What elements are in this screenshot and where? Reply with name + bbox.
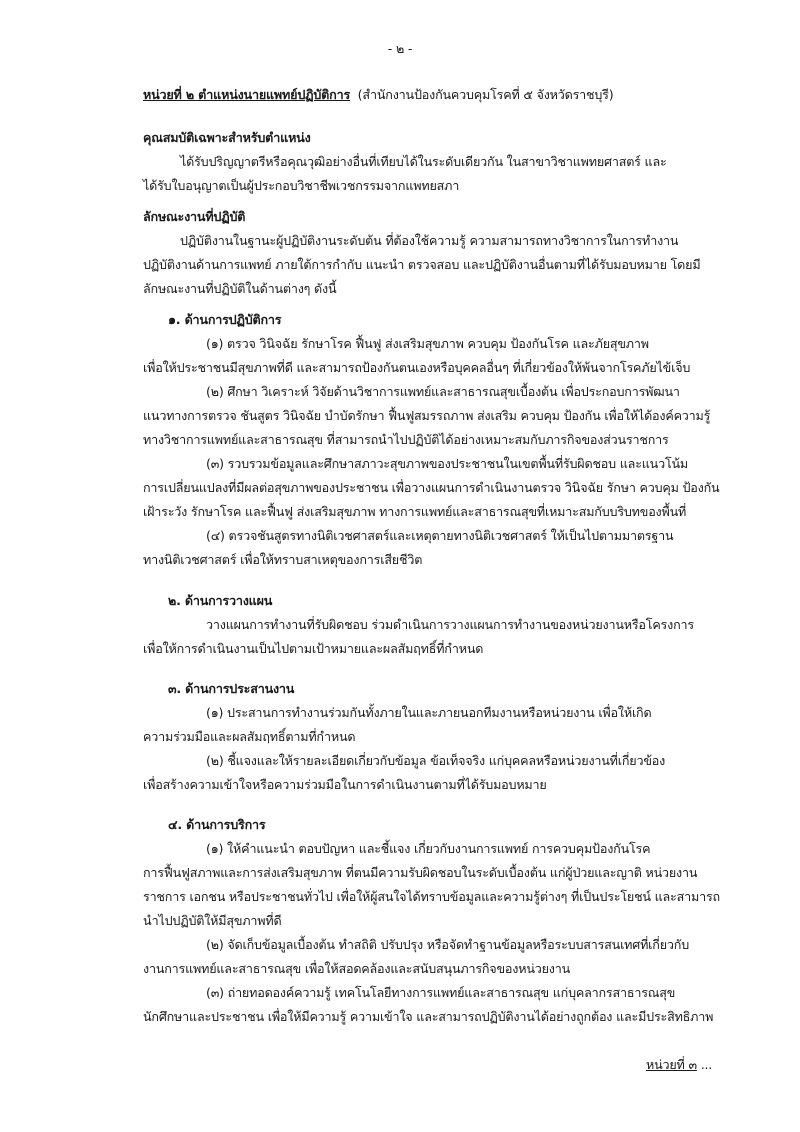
paragraph-line: (๑) ตรวจ วินิจฉัย รักษาโรค ฟื้นฟู ส่งเสริมสุขภาพ ควบคุม ป้องกันโรค และภัยสุขภาพ bbox=[206, 336, 649, 351]
paragraph-line: เฝ้าระวัง รักษาโรค และฟื้นฟู ส่งเสริมสุขภาพ ทางการแพทย์และสาธารณสุขที่เหมาะสมกับบริบทของพื้นที่ bbox=[143, 504, 687, 519]
paragraph-line: วางแผนการทำงานที่รับผิดชอบ ร่วมดำเนินการวางแผนการทำงานของหน่วยงานหรือโครงการ bbox=[206, 617, 694, 632]
next-page-indicator bbox=[646, 1056, 712, 1074]
title-main: หน่วยที่ ๒ ตำแหน่งนายแพทย์ปฏิบัติการ bbox=[143, 87, 351, 102]
paragraph-line: ลักษณะงานที่ปฏิบัติในด้านต่างๆ ดังนี้ bbox=[143, 281, 337, 296]
paragraph-line: (๒) จัดเก็บข้อมูลเบื้องต้น ทำสถิติ ปรับปรุง หรือจัดทำฐานข้อมูลหรือระบบสารสนเทศที่เกี่ยวกับ bbox=[206, 937, 689, 952]
paragraph-line: นำไปปฏิบัติให้มีสุขภาพที่ดี bbox=[143, 913, 282, 928]
paragraph-line: เพื่อให้การดำเนินงานเป็นไปตามเป้าหมายและผลสัมฤทธิ์ที่กำหนด bbox=[143, 641, 484, 656]
paragraph-line: (๑) ให้คำแนะนำ ตอบปัญหา และชี้แจง เกี่ยวกับงานการแพทย์ การควบคุมป้องกันโรค bbox=[206, 841, 651, 856]
paragraph-line: นักศึกษาและประชาชน เพื่อให้มีความรู้ ความเข้าใจ และสามารถปฏิบัติงานได้อย่างถูกต้อง และมีประสิทธิภาพ bbox=[143, 1009, 714, 1024]
paragraph-line: การฟื้นฟูสภาพและการส่งเสริมสุขภาพ ที่ตนมีความรับผิดชอบในระดับเบื้องต้น แก่ผู้ป่วยและญาติ หน่วยงาน bbox=[143, 865, 698, 880]
section-heading-service: ๔. ด้านการบริการ bbox=[168, 817, 266, 832]
paragraph-line: ได้รับปริญญาตรีหรือคุณวุฒิอย่างอื่นที่เทียบได้ในระดับเดียวกัน ในสาขาวิชาแพทยศาสตร์ และ bbox=[180, 154, 667, 169]
paragraph-line: เพื่อสร้างความเข้าใจหรือความร่วมมือในการดำเนินงานตามที่ได้รับมอบหมาย bbox=[143, 777, 547, 792]
paragraph-line: (๓) ถ่ายทอดองค์ความรู้ เทคโนโลยีทางการแพทย์และสาธารณสุข แก่บุคลากรสาธารณสุข bbox=[206, 985, 676, 1000]
paragraph-line: ความร่วมมือและผลสัมฤทธิ์ตามที่กำหนด bbox=[143, 729, 356, 744]
section-heading-planning: ๒. ด้านการวางแผน bbox=[168, 593, 273, 608]
duties-heading: ลักษณะงานที่ปฏิบัติ bbox=[143, 209, 246, 224]
paragraph-line: (๔) ตรวจชันสูตรทางนิติเวชศาสตร์และเหตุตายทางนิติเวชศาสตร์ ให้เป็นไปตามมาตรฐาน bbox=[206, 528, 674, 543]
page-title bbox=[143, 86, 613, 104]
paragraph-line: ได้รับใบอนุญาตเป็นผู้ประกอบวิชาชีพเวชกรรมจากแพทยสภา bbox=[143, 178, 460, 193]
paragraph-line: เพื่อให้ประชาชนมีสุขภาพที่ดี และสามารถป้องกันตนเองหรือบุคคลอื่นๆ ที่เกี่ยวข้องให้พ้นจากโรคภัยไข้เจ็บ bbox=[143, 360, 691, 375]
page-number: - ๒ - bbox=[387, 41, 413, 56]
title-sub: (สำนักงานป้องกันควบคุมโรคที่ ๕ จังหวัดราชบุรี) bbox=[357, 87, 614, 102]
ellipsis: ... bbox=[700, 1057, 713, 1072]
paragraph-line: การเปลี่ยนแปลงที่มีผลต่อสุขภาพของประชาชน เพื่อวางแผนการดำเนินงานตรวจ วินิจฉัย รักษา ควบคุม ป้องกัน bbox=[143, 480, 720, 495]
paragraph-line: ปฏิบัติงานด้านการแพทย์ ภายใต้การกำกับ แนะนำ ตรวจสอบ และปฏิบัติงานอื่นตามที่ได้รับมอบหมาย โดยมี bbox=[143, 257, 701, 272]
next-unit-label: หน่วยที่ ๓ bbox=[646, 1057, 697, 1072]
paragraph-line: (๓) รวบรวมข้อมูลและศึกษาสภาวะสุขภาพของประชาชนในเขตพื้นที่รับผิดชอบ และแนวโน้ม bbox=[206, 456, 689, 471]
section-heading-coordination: ๓. ด้านการประสานงาน bbox=[168, 681, 295, 696]
paragraph-line: งานการแพทย์และสาธารณสุข เพื่อให้สอดคล้องและสนับสนุนภารกิจของหน่วยงาน bbox=[143, 961, 571, 976]
paragraph-line: แนวทางการตรวจ ชันสูตร วินิจฉัย บำบัดรักษา ฟื้นฟูสมรรถภาพ ส่งเสริม ควบคุม ป้องกัน เพื่อให้ได้องค์ความรู้ bbox=[143, 408, 711, 423]
paragraph-line: ทางวิชาการแพทย์และสาธารณสุข ที่สามารถนำไปปฏิบัติได้อย่างเหมาะสมกับภารกิจของส่วนราชการ bbox=[143, 432, 669, 447]
paragraph-line: (๑) ประสานการทำงานร่วมกันทั้งภายในและภายนอกทีมงานหรือหน่วยงาน เพื่อให้เกิด bbox=[206, 705, 652, 720]
paragraph-line: ทางนิติเวชศาสตร์ เพื่อให้ทราบสาเหตุของการเสียชีวิต bbox=[143, 552, 423, 567]
paragraph-line: ราชการ เอกชน หรือประชาชนทั่วไป เพื่อให้ผู้สนใจได้ทราบข้อมูลและความรู้ต่างๆ ที่เป็นประโยชน์ และสามารถ bbox=[143, 889, 720, 904]
qualifications-heading: คุณสมบัติเฉพาะสำหรับตำแหน่ง bbox=[143, 130, 311, 145]
paragraph-line: ปฏิบัติงานในฐานะผู้ปฏิบัติงานระดับต้น ที่ต้องใช้ความรู้ ความสามารถทางวิชาการในการทำงาน bbox=[180, 233, 679, 248]
paragraph-line: (๒) ชี้แจงและให้รายละเอียดเกี่ยวกับข้อมูล ข้อเท็จจริง แก่บุคคลหรือหน่วยงานที่เกี่ยวข้อง bbox=[206, 753, 666, 768]
paragraph-line: (๒) ศึกษา วิเคราะห์ วิจัยด้านวิชาการแพทย์และสาธารณสุขเบื้องต้น เพื่อประกอบการพัฒนา bbox=[206, 384, 680, 399]
section-heading-operations: ๑. ด้านการปฏิบัติการ bbox=[168, 312, 282, 327]
